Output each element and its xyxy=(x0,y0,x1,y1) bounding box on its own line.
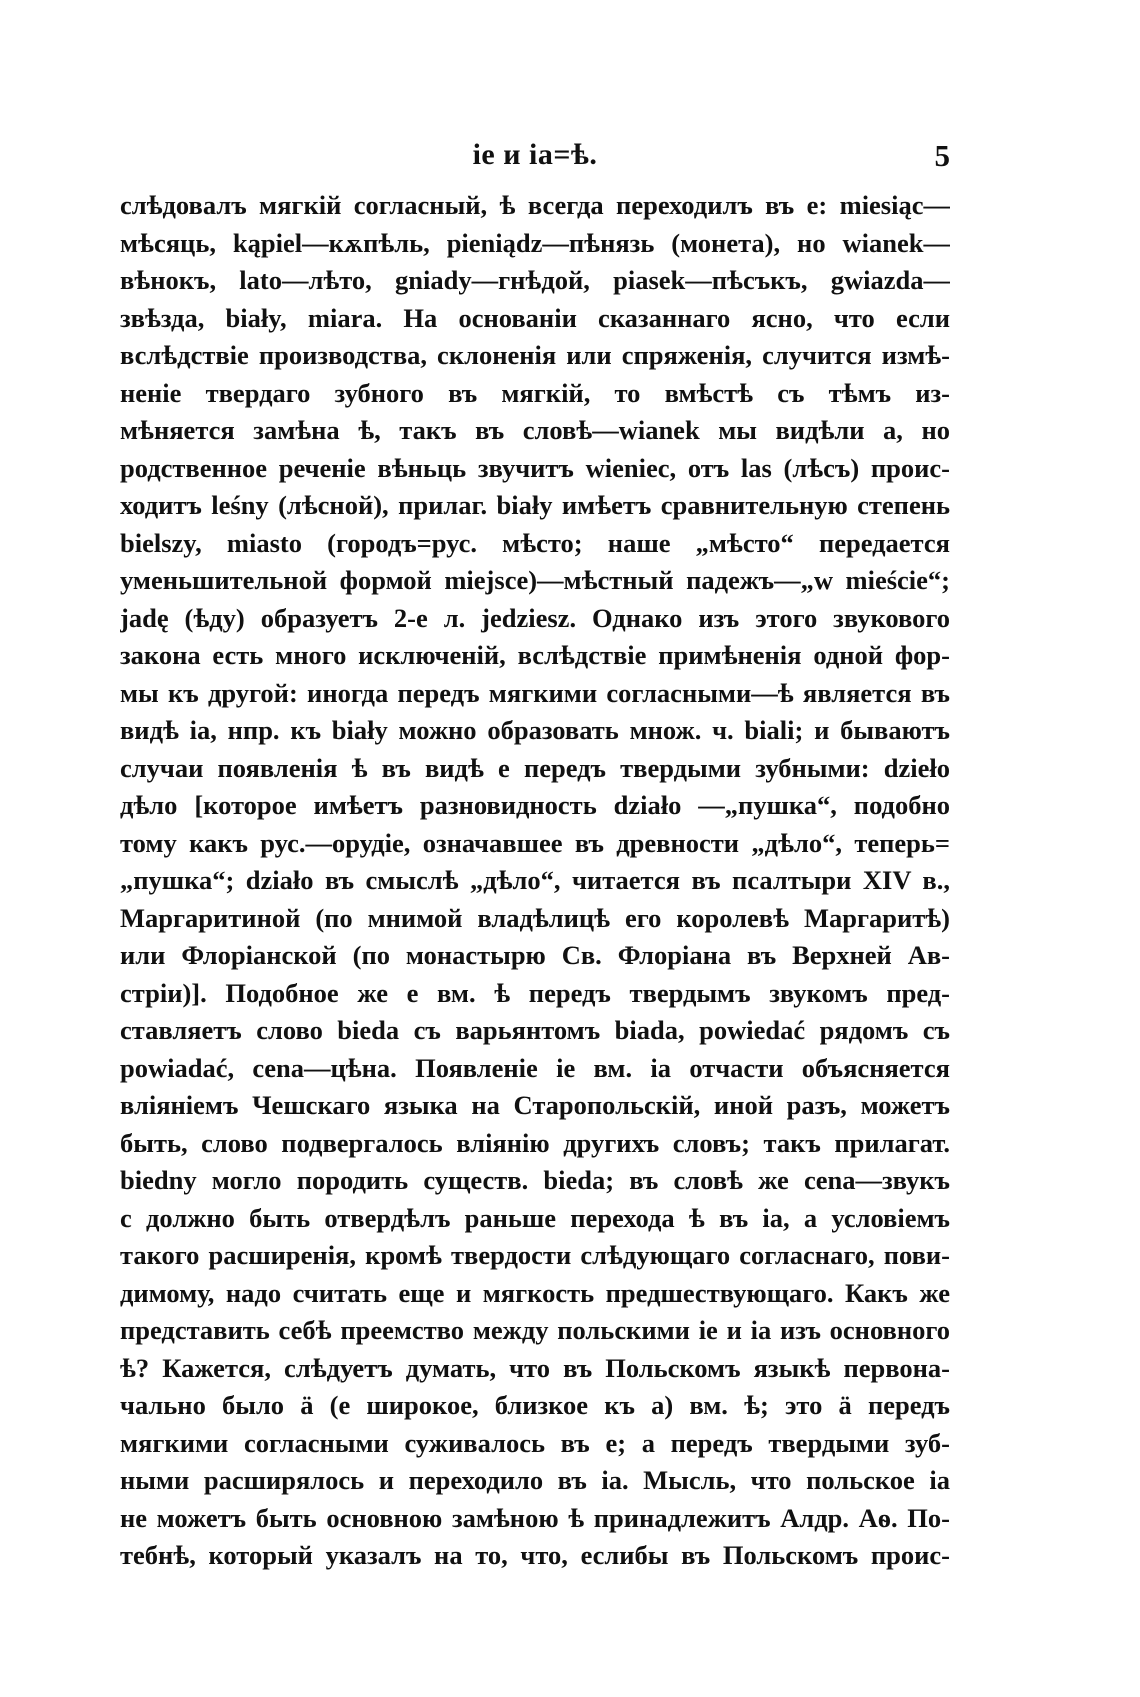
text-line: тебнѣ, который указалъ на то, что, еслибы въ Польскомъ проис- xyxy=(120,1540,950,1570)
text-line: димому, надо считать еще и мягкость предшествующаго. Какъ же xyxy=(120,1277,950,1308)
text-line: родственное реченіе вѣньць звучитъ wieniec, отъ las (лѣсъ) проис- xyxy=(120,452,950,483)
text-line: мѣняется замѣна ѣ, такъ въ словѣ—wianek мы видѣли a, но xyxy=(120,415,950,445)
text-line: Маргаритиной (по мнимой владѣлицѣ его королевѣ Маргаритѣ) xyxy=(120,902,950,933)
text-line: ходитъ leśny (лѣсной), прилаг. biały имѣетъ сравнительную степень xyxy=(120,490,950,520)
text-line: не можетъ быть основною замѣною ѣ принадлежитъ Алдр. Аѳ. По- xyxy=(120,1502,950,1533)
body-text xyxy=(120,187,950,1575)
page-number: 5 xyxy=(934,138,950,173)
text-line: мѣсяць, kąpiel—кѫпѣль, pieniądz—пѣнязь (монета), но wianek— xyxy=(120,227,950,258)
text-line: неніе твердаго зубного въ мягкій, то вмѣстѣ съ тѣмъ из- xyxy=(120,377,950,408)
text-line: вѣнокъ, lato—лѣто, gniady—гнѣдой, piasek—пѣсъкъ, gwiazda— xyxy=(120,265,950,295)
text-line: чально было ä (е широкое, близкое къ a) вм. ѣ; это ä передъ xyxy=(120,1390,950,1420)
text-line: дѣло [которое имѣетъ разновидность działo —„пушка“, подобно xyxy=(120,790,950,820)
text-line: или Флоріанской (по монастырю Св. Флоріана въ Верхней Ав- xyxy=(120,940,950,970)
text-line: вліяніемъ Чешскаго языка на Старопольскій, иной разъ, можетъ xyxy=(120,1090,950,1120)
text-line: быть, слово подвергалось вліянію другихъ словъ; такъ прилагат. xyxy=(120,1127,950,1158)
text-line: представить себѣ преемство между польскими ie и ia изъ основного xyxy=(120,1315,950,1345)
text-line: biedny могло породить существ. bieda; въ словѣ же cena—звукъ xyxy=(120,1165,950,1195)
text-line: видѣ ia, нпр. къ biały можно образовать множ. ч. biali; и бываютъ xyxy=(120,715,950,745)
text-line: слѣдовалъ мягкій согласный, ѣ всегда переходилъ въ е: miesiąc— xyxy=(120,190,950,220)
text-line: „пушка“; działo въ смыслѣ „дѣло“, читается въ псалтыри XIV в., xyxy=(120,865,950,895)
text-line: случаи появленія ѣ въ видѣ е передъ твердыми зубными: dzieło xyxy=(120,752,950,783)
text-line: закона есть много исключеній, вслѣдствіе примѣненія одной фор- xyxy=(120,640,950,670)
text-line: ными расширялось и переходило въ ia. Мысль, что польское ia xyxy=(120,1465,950,1495)
text-line: bielszy, miasto (городъ=рус. мѣсто; наше „мѣсто“ передается xyxy=(120,527,950,558)
text-line: c должно быть отвердѣлъ раньше перехода ѣ въ ia, а условіемъ xyxy=(120,1202,950,1233)
text-line: уменьшительной формой miejsce)—мѣстный падежъ—„w mieście“; xyxy=(120,565,950,595)
text-line: мягкими согласными суживалось въ е; а передъ твердыми зуб- xyxy=(120,1427,950,1458)
text-line: ѣ? Кажется, слѣдуетъ думать, что въ Польскомъ языкѣ первона- xyxy=(120,1352,950,1383)
text-line: вслѣдствіе производства, склоненія или спряженія, случится измѣ- xyxy=(120,340,950,370)
running-head: ie и ia=ѣ. xyxy=(472,138,598,171)
text-line: powiadać, cena—цѣна. Появленіе ie вм. ia отчасти объясняется xyxy=(120,1052,950,1083)
text-line: ставляетъ слово bieda съ варьянтомъ biada, powiedać рядомъ съ xyxy=(120,1015,950,1045)
text-line: такого расширенія, кромѣ твердости слѣдующаго согласнаго, пови- xyxy=(120,1240,950,1270)
text-line: стріи)]. Подобное же е вм. ѣ передъ твердымъ звукомъ пред- xyxy=(120,977,950,1008)
text-line: тому какъ рус.—орудіе, означавшее въ древности „дѣло“, теперь= xyxy=(120,827,950,858)
page-header xyxy=(120,138,950,178)
text-line: jadę (ѣду) образуетъ 2-е л. jedziesz. Однако изъ этого звукового xyxy=(120,602,950,633)
text-line: мы къ другой: иногда передъ мягкими согласными—ѣ является въ xyxy=(120,677,950,708)
text-line: звѣзда, biały, miara. На основаніи сказаннаго ясно, что если xyxy=(120,302,950,333)
